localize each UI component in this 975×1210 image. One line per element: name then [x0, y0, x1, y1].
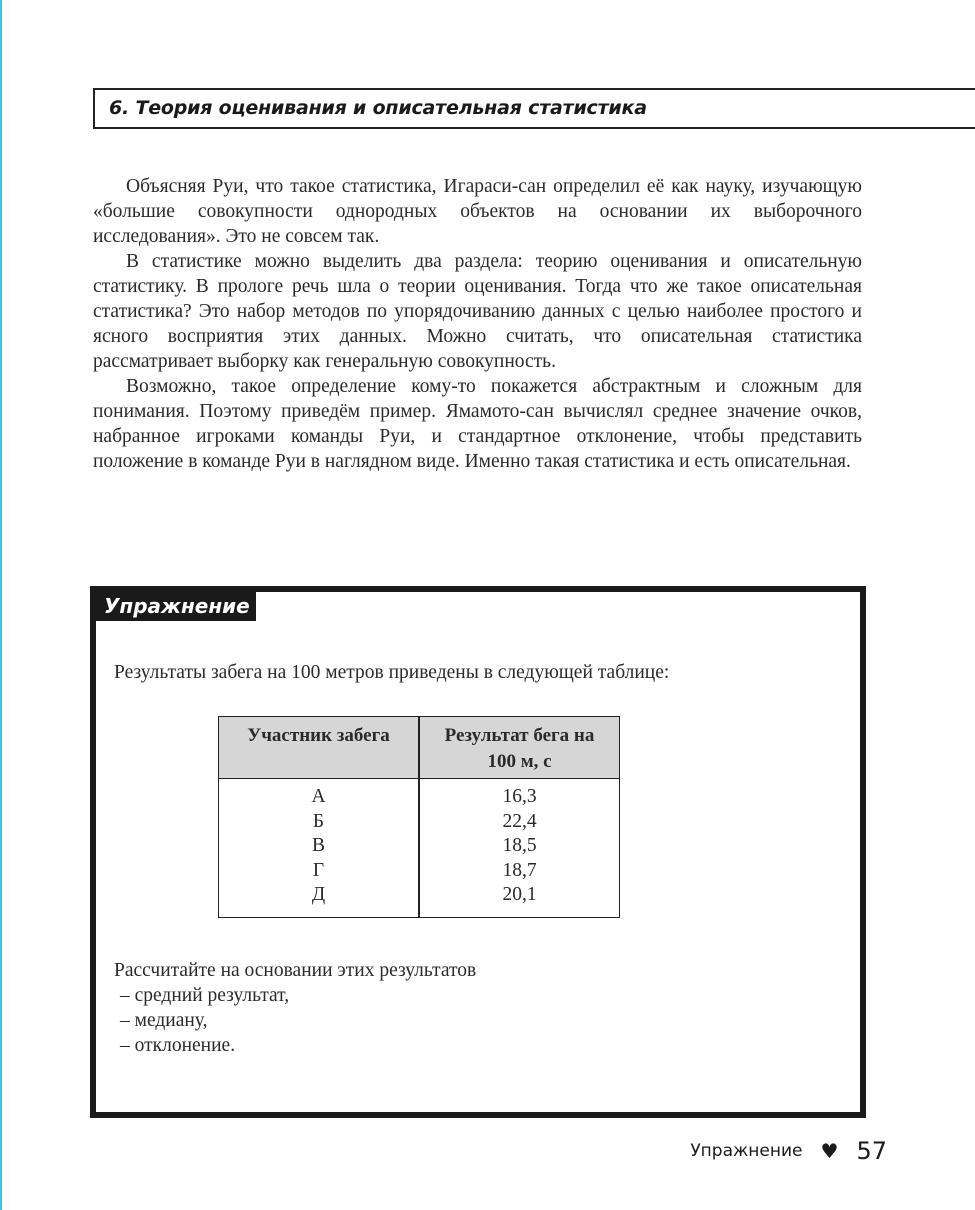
header-result	[420, 723, 619, 775]
paragraph: В статистике можно выделить два раздела: теорию оценивания и описательную статистику. В прологе речь шла о теории оценивания. Тогда что же такое описательная статистика? Это набор методов по упорядочиванию данных с целью наиболее простого и ясного восприятия этих данных. Можно считать, что описательная статистика рассматривает выборку как генеральную совокупность.	[93, 251, 862, 372]
table-cell-result: 18,5	[502, 835, 537, 856]
table-cell-participant: Г	[312, 859, 325, 881]
page-footer	[690, 1137, 887, 1165]
table-cell-participant: А	[311, 786, 326, 807]
results-table	[218, 716, 620, 918]
footer-label: Упражнение	[690, 1141, 803, 1161]
table-cell-participant: Б	[312, 810, 325, 832]
table-cell-participant: Д	[311, 884, 326, 905]
result-column	[420, 785, 619, 908]
table-cell-result: 18,7	[502, 859, 537, 881]
exercise-label-tab	[96, 592, 256, 621]
page-number: 57	[856, 1137, 887, 1165]
table-cell-result: 22,4	[502, 810, 537, 832]
task-item: – средний результат,	[120, 985, 290, 1006]
section-title: 6. Теория оценивания и описательная статистика	[109, 97, 647, 119]
section-header	[93, 88, 975, 129]
participant-column	[219, 785, 418, 908]
task-item: – отклонение.	[120, 1035, 236, 1056]
task-intro: Рассчитайте на основании этих результатов	[114, 960, 477, 981]
paragraph: Возможно, такое определение кому-то покажется абстрактным и сложным для понимания. Поэтому приведём пример. Ямамото-сан вычислял среднее значение очков, набранное игроками команды Руи, и стандартное отклонение, чтобы представить положение в команде Руи в наглядном виде. Именно такая статистика и есть описательная.	[93, 376, 862, 472]
task-list	[114, 958, 476, 1058]
body-text	[93, 174, 862, 474]
exercise-box	[90, 586, 866, 1118]
page-edge-strip	[0, 0, 2, 1210]
header-participant: Участник забега	[247, 725, 390, 746]
table-cell-result: 16,3	[502, 786, 537, 807]
exercise-label: Упражнение	[104, 594, 250, 618]
heart-icon: ♥	[820, 1139, 839, 1163]
header-result-text: Результат бега на 100 м, с	[444, 725, 595, 772]
table-cell-result: 20,1	[502, 884, 537, 905]
exercise-intro: Результаты забега на 100 метров приведены в следующей таблице:	[114, 662, 670, 683]
paragraph: Объясняя Руи, что такое статистика, Игараси-сан определил её как науку, изучающую «большие совокупности однородных объектов на основании их выборочного исследования». Это не совсем так.	[93, 176, 862, 247]
table-cell-participant: В	[311, 835, 325, 856]
task-item: – медиану,	[120, 1010, 208, 1031]
